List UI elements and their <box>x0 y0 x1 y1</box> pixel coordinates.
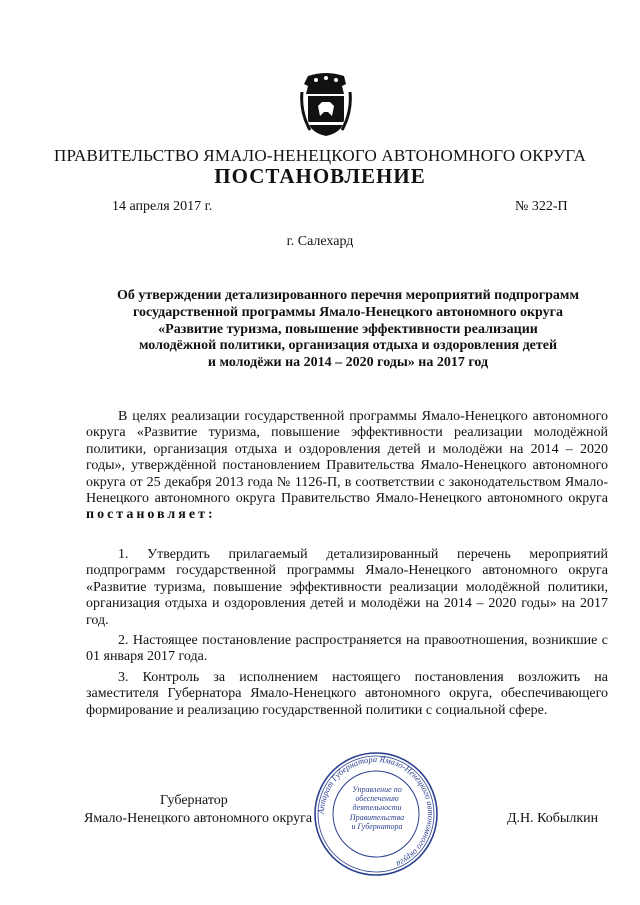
subject-line: государственной программы Ямало-Ненецкого автономного округа <box>133 304 563 320</box>
stamp-line: и Губернатора <box>351 821 403 831</box>
subject-line: молодёжной политики, организация отдыха и оздоровления детей <box>138 338 558 354</box>
document-place: г. Салехард <box>286 234 354 249</box>
item-text: 3. Контроль за исполнением настоящего постановления возложить на заместителя Губернатора Ямало-Ненецкого автономного округа, обеспечивающего формирование и реализацию государственной политики с социальной сфере. <box>86 670 608 718</box>
subject-line: Об утверждении детализированного перечня мероприятий подпрограмм <box>116 288 579 303</box>
stamp-ring-text: Аппарат Губернатора Ямало-Ненецкого автономного округа <box>315 753 437 870</box>
preamble-paragraph <box>86 409 608 524</box>
document-subject <box>88 288 608 372</box>
stamp-center-text <box>342 785 412 831</box>
preamble-text: В целях реализации государственной программы Ямало-Ненецкого автономного округа «Развитие туризма, повышение эффективности реализации молодёжной политики, организация отдыха и оздоровления детей и молодёжи на 2014 – 2020 годы», утверждённой постановлением Правительства Ямало-Ненецкого автономного округа от 25 декабря 2013 года № 1126-П, в соответствии с законодательством Ямало-Ненецкого автономного округа Правительство Ямало-Ненецкого автономного округа <box>86 409 608 507</box>
coat-of-arms-emblem <box>300 72 352 138</box>
signatory-position-line1: Губернатор <box>160 793 228 808</box>
signatory-position-line2: Ямало-Ненецкого автономного округа <box>84 811 313 826</box>
decree-item-1 <box>86 547 608 629</box>
government-title: ПРАВИТЕЛЬСТВО ЯМАЛО-НЕНЕЦКОГО АВТОНОМНОГО ОКРУГА <box>54 146 586 165</box>
subject-line: «Развитие туризма, повышение эффективности реализации <box>158 321 538 337</box>
decree-word: постановляет: <box>86 507 216 523</box>
stamp-line: Правительства <box>349 812 405 822</box>
stamp-line: обеспечению <box>355 794 399 804</box>
document-number: № 322-П <box>515 199 568 214</box>
item-text: 2. Настоящее постановление распространяется на правоотношения, возникшие с 01 января 2017 года. <box>86 633 608 665</box>
document-type-title: ПОСТАНОВЛЕНИЕ <box>214 164 426 188</box>
signatory-name: Д.Н. Кобылкин <box>507 811 599 826</box>
subject-line: и молодёжи на 2014 – 2020 годы» на 2017 год <box>207 355 489 371</box>
document-date: 14 апреля 2017 г. <box>112 199 213 214</box>
stamp-line: деятельности <box>352 803 402 813</box>
decree-item-2 <box>86 633 608 666</box>
stamp-line: Управление по <box>352 785 402 794</box>
decree-item-3 <box>86 670 608 719</box>
item-text: 1. Утвердить прилагаемый детализированный перечень мероприятий подпрограмм государственной программы Ямало-Ненецкого автономного округа «Развитие туризма, повышение эффективности реализации молодёжной политики, организация отдыха и оздоровления детей и молодёжи на 2014 – 2020 годы» на 2017 год. <box>86 547 608 628</box>
